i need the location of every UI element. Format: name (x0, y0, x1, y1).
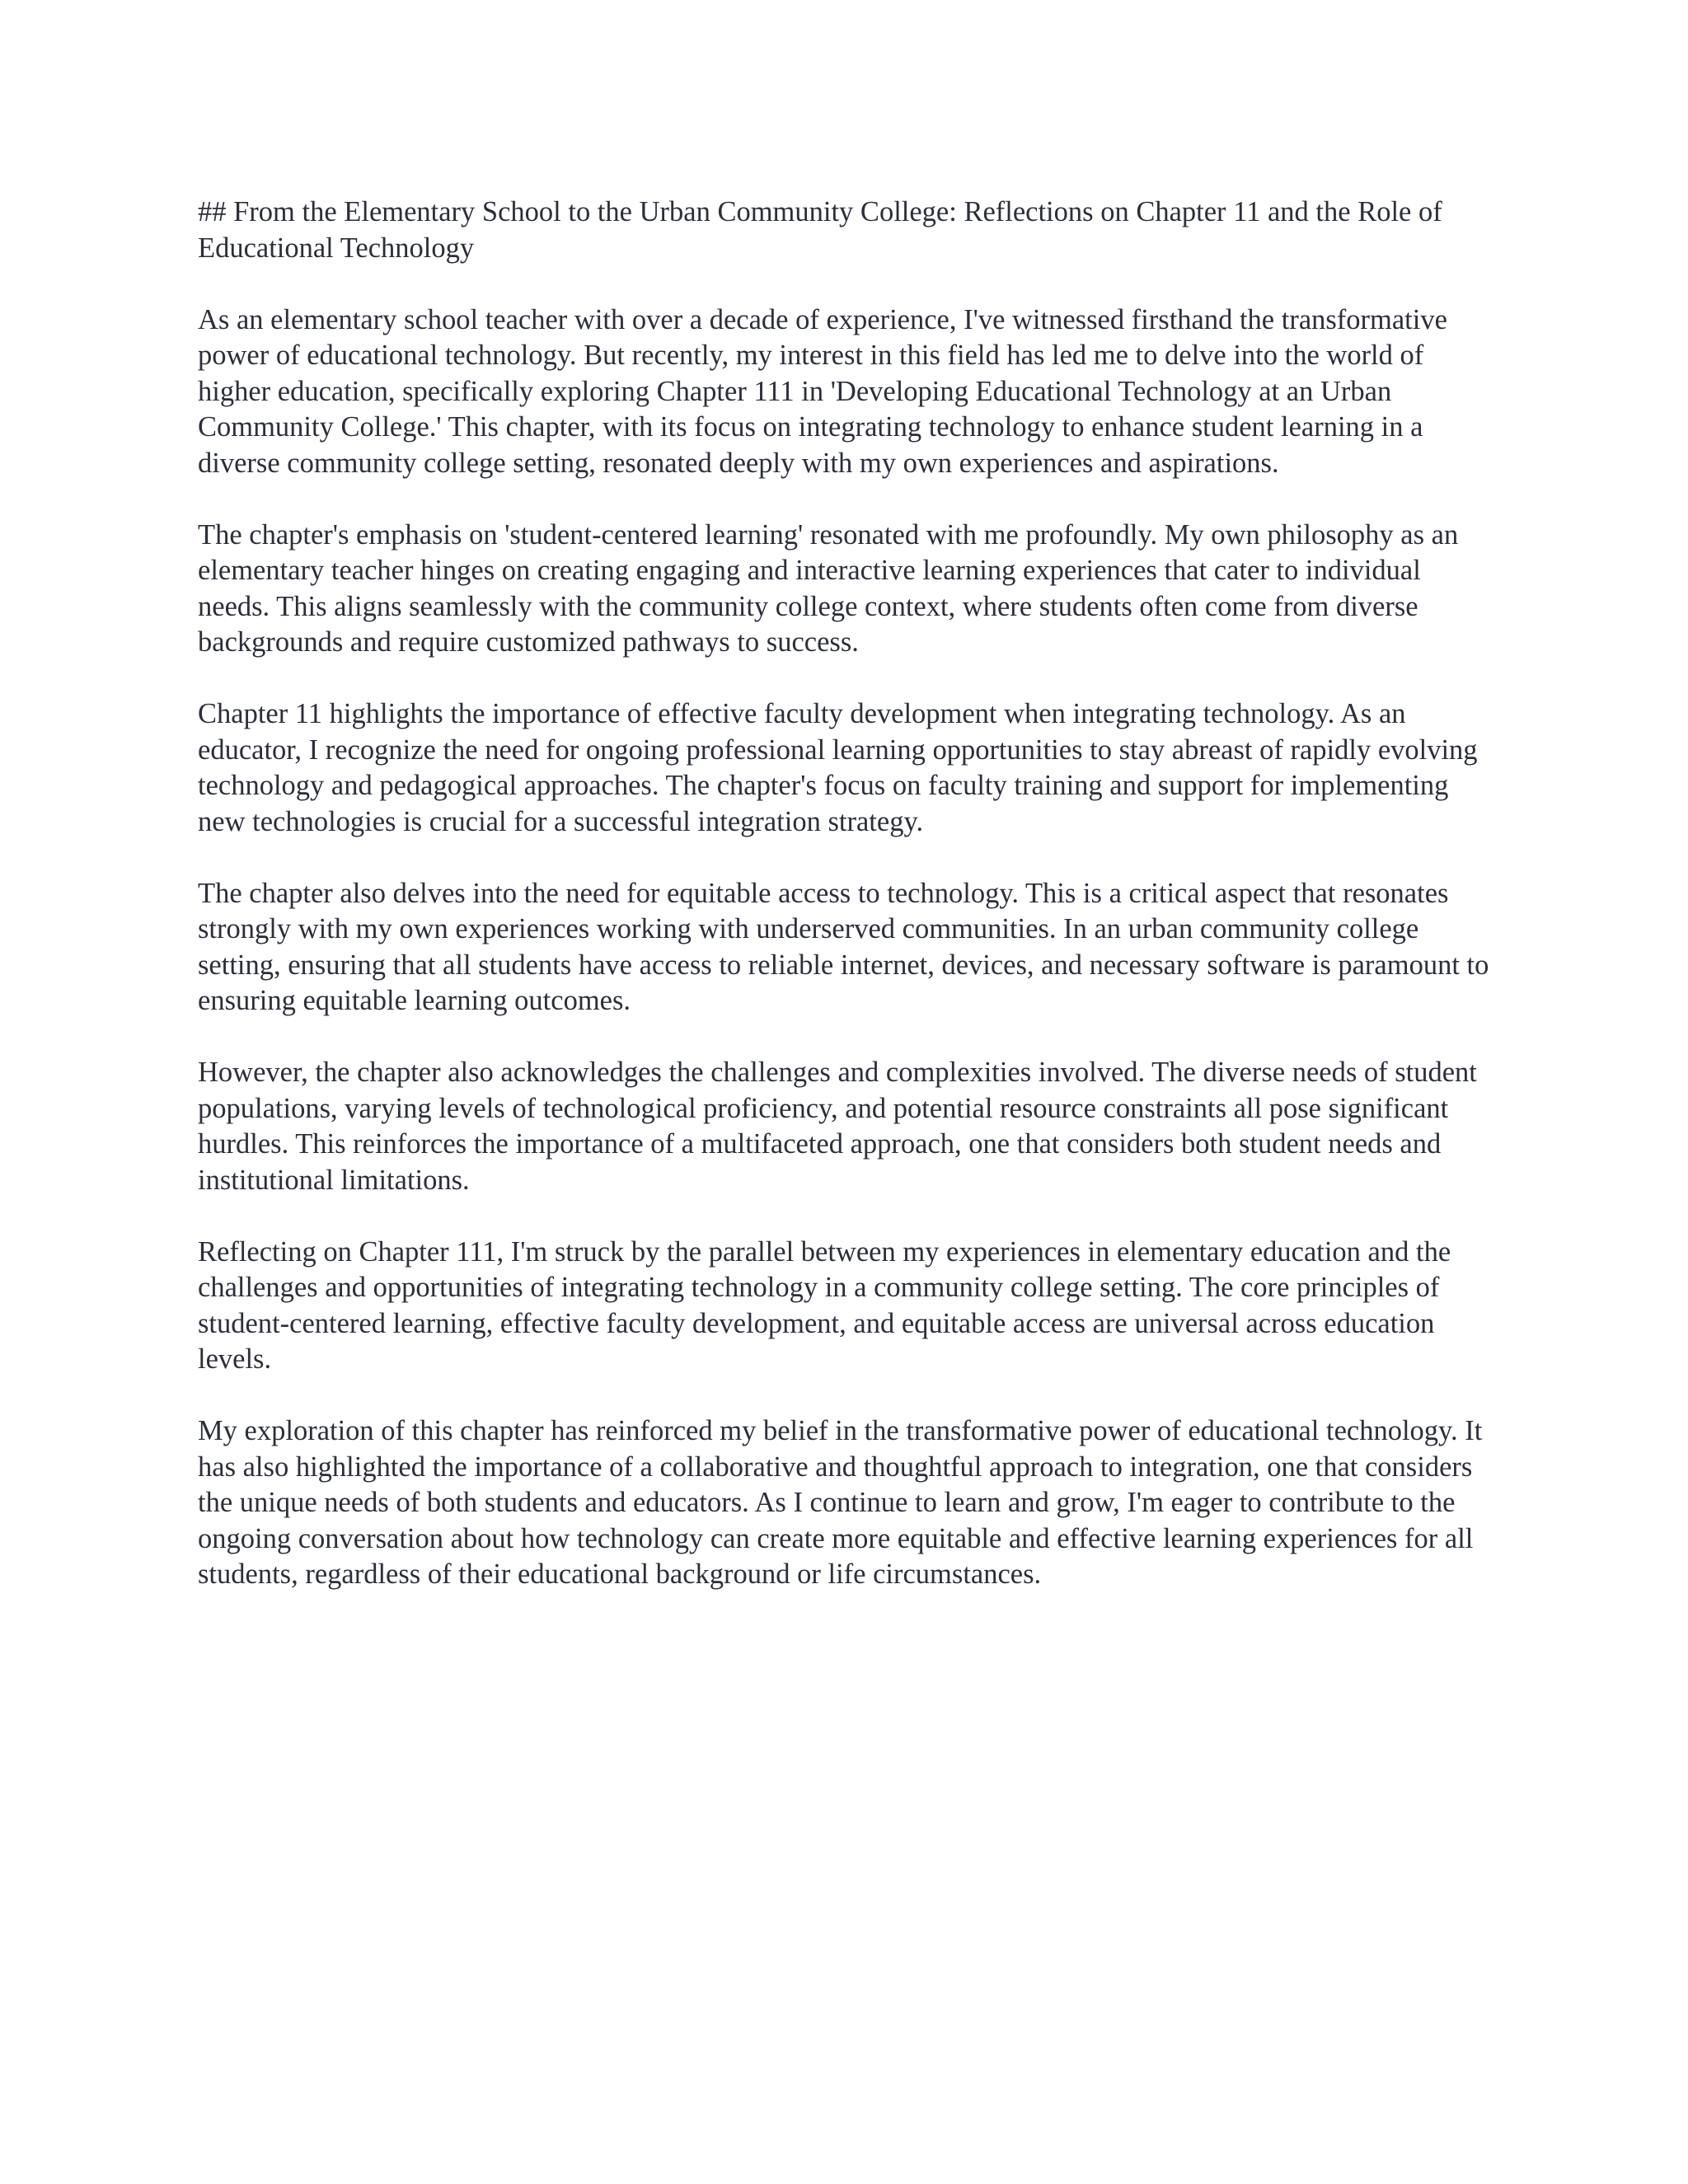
paragraph-2: The chapter's emphasis on 'student-centered learning' resonated with me profoundly. My own philosophy as an elementary teacher hinges on creating engaging and interactive learning experiences that cater to individual needs. This aligns seamlessly with the community college context, where students often come from diverse backgrounds and require customized pathways to success. (198, 518, 1459, 658)
document-page (198, 194, 1492, 1629)
paragraph-6: Reflecting on Chapter 111, I'm struck by the parallel between my experiences in elementary education and the challenges and opportunities of integrating technology in a community college setting. The core principles of student-centered learning, effective faculty development, and equitable access are universal across education levels. (198, 1235, 1451, 1375)
paragraph-1: As an elementary school teacher with over a decade of experience, I've witnessed firsthand the transformative power of educational technology. But recently, my interest in this field has led me to delve into the world of higher education, specifically exploring Chapter 111 in 'Developing Educational Technology at an Urban Community College.' This chapter, with its focus on integrating technology to enhance student learning in a diverse community college setting, resonated deeply with my own experiences and aspirations. (198, 303, 1447, 479)
paragraph-5: However, the chapter also acknowledges the challenges and complexities involved. The diverse needs of student populations, varying levels of technological proficiency, and potential resource constraints all pose significant hurdles. This reinforces the importance of a multifaceted approach, one that considers both student needs and institutional limitations. (198, 1057, 1477, 1196)
paragraph-3: Chapter 11 highlights the importance of effective faculty development when integrating technology. As an educator, I recognize the need for ongoing professional learning opportunities to stay abreast of rapidly evolving technology and pedagogical approaches. The chapter's focus on faculty training and support for implementing new technologies is crucial for a successful integration strategy. (198, 698, 1478, 837)
document-title: ## From the Elementary School to the Urban Community College: Reflections on Chapter 11 and the Role of Educational Technology (198, 196, 1442, 264)
paragraph-7: My exploration of this chapter has reinforced my belief in the transformative power of educational technology. It has also highlighted the importance of a collaborative and thoughtful approach to integration, one that considers the unique needs of both students and educators. As I continue to learn and grow, I'm eager to contribute to the ongoing conversation about how technology can create more equitable and effective learning experiences for all students, regardless of their educational background or life circumstances. (198, 1415, 1483, 1590)
paragraph-4: The chapter also delves into the need for equitable access to technology. This is a critical aspect that resonates strongly with my own experiences working with underserved communities. In an urban community college setting, ensuring that all students have access to reliable internet, devices, and necessary software is paramount to ensuring equitable learning outcomes. (198, 877, 1489, 1016)
